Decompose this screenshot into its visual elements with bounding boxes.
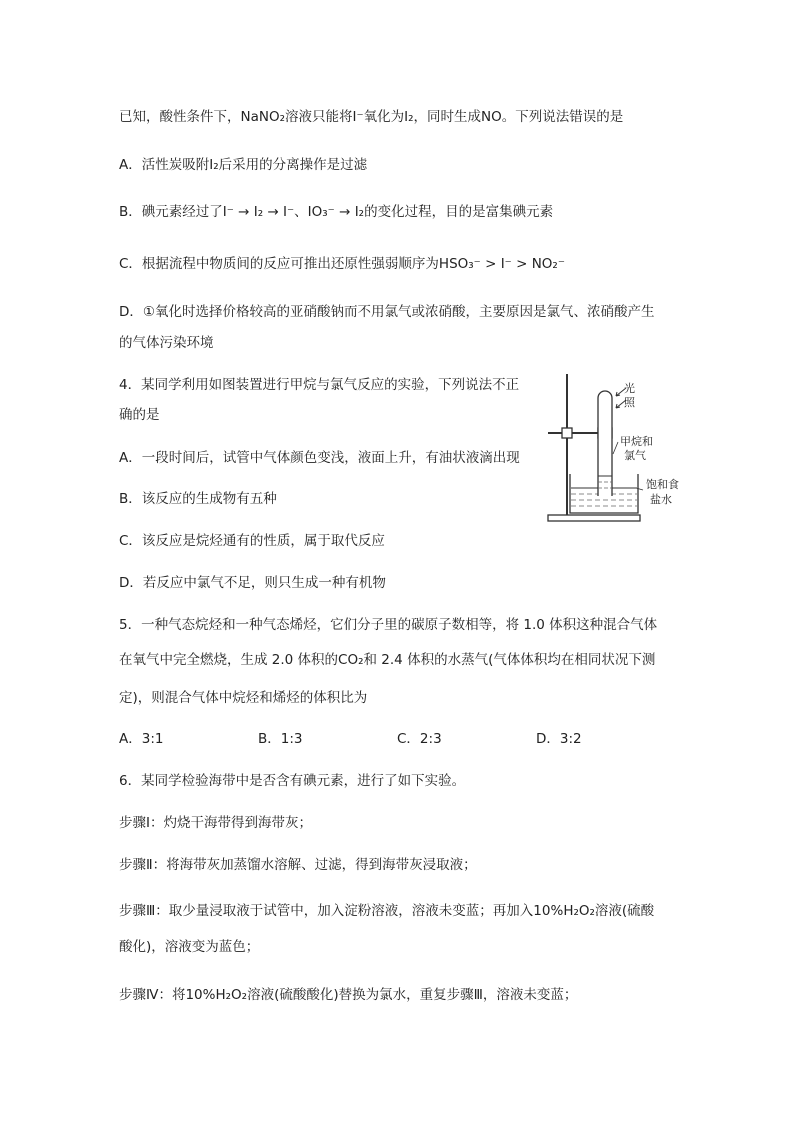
q3-option-c: C．根据流程中物质间的反应可推出还原性强弱顺序为HSO₃⁻ > I⁻ > NO₂⁻ [119, 256, 565, 272]
inverted-test-tube [598, 391, 612, 496]
q4-option-c: C．该反应是烷烃通有的性质，属于取代反应 [119, 533, 385, 549]
q6-step1: 步骤Ⅰ：灼烧干海带得到海带灰； [119, 815, 312, 831]
q3-option-d-line1: D．①氧化时选择价格较高的亚硝酸钠而不用氯气或浓硝酸，主要原因是氯气、浓硝酸产生 [119, 304, 655, 320]
label-gas-1: 甲烷和 [620, 435, 653, 448]
q5-stem-line2: 在氧气中完全燃烧，生成 2.0 体积的CO₂和 2.4 体积的水蒸气(气体体积均在相同状况下测 [119, 652, 656, 668]
q5-option-b: B．1:3 [258, 731, 303, 747]
apparatus-figure [540, 370, 690, 530]
q4-option-d: D．若反应中氯气不足，则只生成一种有机物 [119, 575, 386, 591]
q4-stem-line2: 确的是 [119, 407, 160, 423]
q4-option-b: B．该反应的生成物有五种 [119, 491, 277, 507]
q6-stem: 6．某同学检验海带中是否含有碘元素，进行了如下实验。 [119, 773, 466, 789]
label-brine-2: 盐水 [650, 493, 672, 506]
q5-option-d: D．3:2 [536, 731, 582, 747]
brine-leader-line [636, 488, 643, 490]
q5-option-a: A．3:1 [119, 731, 164, 747]
q6-step3-line2: 酸化)，溶液变为蓝色； [119, 939, 260, 955]
q3-option-a: A．活性炭吸附I₂后采用的分离操作是过滤 [119, 157, 368, 173]
label-brine-1: 饱和食 [646, 478, 679, 491]
q6-step4: 步骤Ⅳ：将10%H₂O₂溶液(硫酸酸化)替换为氯水，重复步骤Ⅲ，溶液未变蓝； [119, 987, 578, 1003]
clamp-boss [562, 428, 572, 438]
gas-leader-line [613, 442, 618, 454]
q4-option-a: A．一段时间后，试管中气体颜色变浅，液面上升，有油状液滴出现 [119, 450, 520, 466]
intro-text: 已知，酸性条件下，NaNO₂溶液只能将I⁻氧化为I₂，同时生成NO。下列说法错误的是 [119, 109, 624, 125]
q4-stem-line1: 4．某同学利用如图装置进行甲烷与氯气反应的实验，下列说法不正 [119, 377, 520, 393]
q6-step2: 步骤Ⅱ：将海带灰加蒸馏水溶解、过滤，得到海带灰浸取液； [119, 857, 477, 873]
label-light-2: 照 [624, 396, 635, 409]
stand-base [548, 515, 640, 521]
q6-step3-line1: 步骤Ⅲ：取少量浸取液于试管中，加入淀粉溶液，溶液未变蓝；再加入10%H₂O₂溶液(硫酸 [119, 903, 655, 919]
label-light-1: 光 [624, 382, 635, 395]
q3-option-d-line2: 的气体污染环境 [119, 335, 214, 351]
label-gas-2: 氯气 [624, 449, 646, 462]
q3-option-b: B．碘元素经过了I⁻ → I₂ → I⁻、IO₃⁻ → I₂的变化过程，目的是富集碘元素 [119, 204, 554, 220]
q5-stem-line3: 定)，则混合气体中烷烃和烯烃的体积比为 [119, 690, 368, 706]
q5-option-c: C．2:3 [397, 731, 442, 747]
q5-stem-line1: 5．一种气态烷烃和一种气态烯烃，它们分子里的碳原子数相等，将 1.0 体积这种混合气体 [119, 617, 658, 633]
